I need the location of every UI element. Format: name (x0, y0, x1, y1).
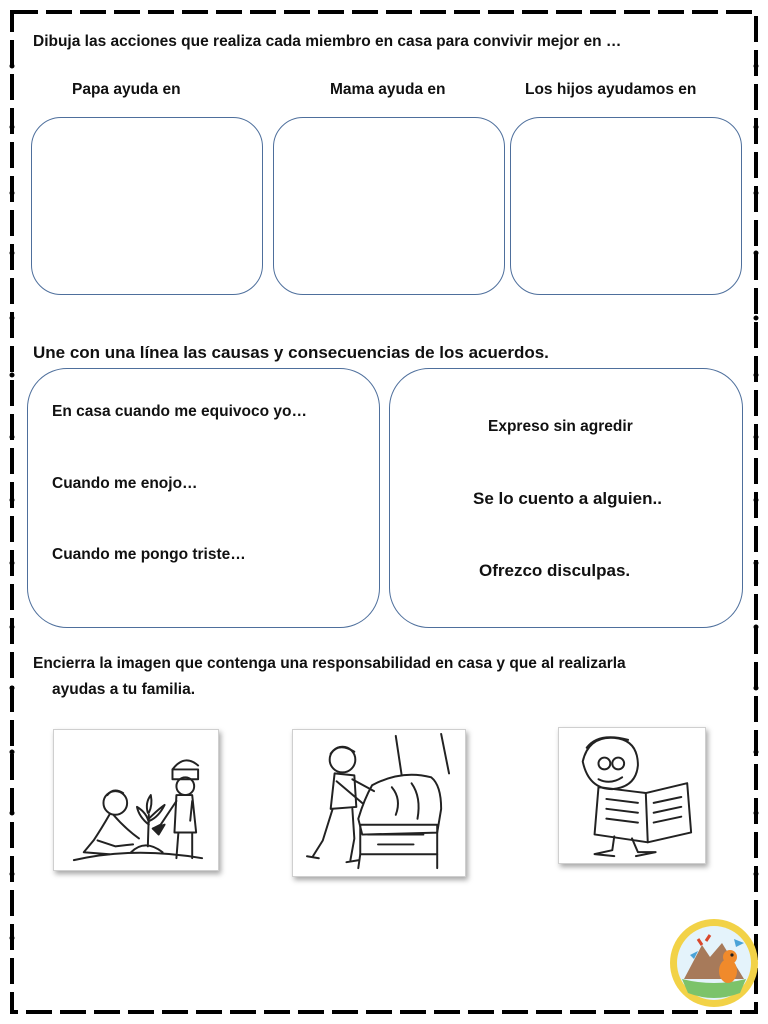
section2-instruction: Une con una línea las causas y consecuencias de los acuerdos. (33, 343, 549, 362)
cause-item-2[interactable]: Cuando me enojo… (52, 475, 198, 492)
consequence-item-2[interactable]: Se lo cuento a alguien.. (473, 489, 662, 508)
label-papa: Papa ayuda en (72, 81, 181, 98)
picture-boy-making-bed[interactable] (292, 729, 466, 877)
label-mama: Mama ayuda en (330, 81, 446, 98)
section3-instruction-line2: ayudas a tu familia. (52, 681, 195, 698)
boy-reading-illustration (559, 728, 705, 863)
section3-instruction-line1: Encierra la imagen que contenga una responsabilidad en casa y que al realizarla (33, 655, 626, 672)
drawing-box-hijos[interactable] (510, 117, 742, 295)
consequence-item-1[interactable]: Expreso sin agredir (488, 418, 633, 435)
cause-item-3[interactable]: Cuando me pongo triste… (52, 546, 246, 563)
section1-instruction: Dibuja las acciones que realiza cada miembro en casa para convivir mejor en … (33, 33, 622, 50)
picture-boy-reading[interactable] (558, 727, 706, 864)
boy-making-bed-illustration (293, 730, 465, 876)
picture-children-planting[interactable] (53, 729, 219, 871)
consequence-item-3[interactable]: Ofrezco disculpas. (479, 561, 631, 580)
label-hijos: Los hijos ayudamos en (525, 81, 697, 98)
cause-item-1[interactable]: En casa cuando me equivoco yo… (52, 403, 307, 420)
dinomaterial-logo (668, 917, 760, 1009)
drawing-box-papa[interactable] (31, 117, 263, 295)
drawing-box-mama[interactable] (273, 117, 505, 295)
children-planting-illustration (54, 730, 218, 870)
